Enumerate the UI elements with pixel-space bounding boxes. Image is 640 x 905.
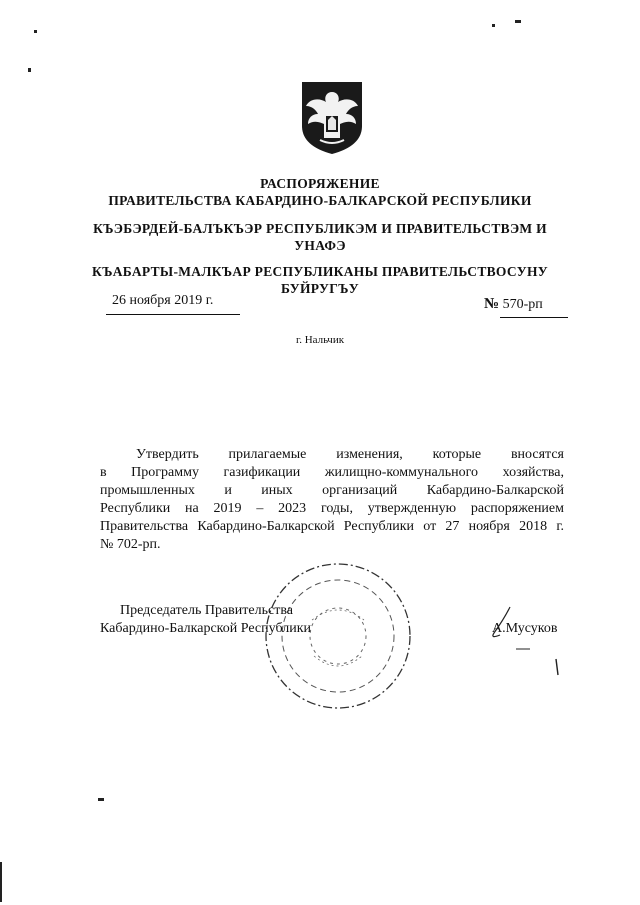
body-line: Правительства Кабардино-Балкарской Республики от 27 ноября 2018 г. [100,519,564,534]
scan-mark [98,798,104,801]
body-line: Утвердить прилагаемые изменения, которые вносятся [136,447,564,462]
number-underline [500,317,568,318]
coat-of-arms-emblem [300,80,364,156]
government-title: ПРАВИТЕЛЬСТВА КАБАРДИНО-БАЛКАРСКОЙ РЕСПУБЛИКИ [108,193,532,208]
city-label: г. Нальчик [295,334,345,346]
document-date: 26 ноября 2019 г. [112,293,214,308]
kabardian-title-line1: КЪЭБЭРДЕЙ-БАЛЪКЪЭР РЕСПУБЛИКЭМ И ПРАВИТЕЛЬСТВЭМ И [93,221,547,236]
balkar-title-line2: БУЙРУГЪУ [281,281,359,296]
signatory-name: А.Мусуков [492,621,558,636]
handwritten-signature [480,605,560,685]
body-line: Республики на 2019 – 2023 годы, утвержденную распоряжением [100,501,564,516]
scan-mark [34,30,37,33]
signatory-position-line2: Кабардино-Балкарской Республики [100,621,311,636]
document-title: РАСПОРЯЖЕНИЕ [260,176,380,191]
scan-mark [28,68,31,72]
order-body [100,446,564,554]
scan-mark [515,20,521,23]
balkar-title-line1: КЪАБАРТЫ-МАЛКЪАР РЕСПУБЛИКАНЫ ПРАВИТЕЛЬСТВОСУНУ [92,264,548,279]
kabardian-title-line2: УНАФЭ [294,238,346,253]
body-line: промышленных и иных организаций Кабардино-Балкарской [100,483,564,498]
body-line: № 702-рп. [100,537,161,552]
signatory-position-line1: Председатель Правительства [120,603,293,618]
body-line: в Программу газификации жилищно-коммунального хозяйства, [100,465,564,480]
date-underline [106,314,240,315]
document-number-block [484,296,543,313]
document-number: 570-рп [502,297,543,312]
scan-mark [0,862,2,902]
scan-mark [492,24,495,27]
number-sign: № [484,296,500,312]
